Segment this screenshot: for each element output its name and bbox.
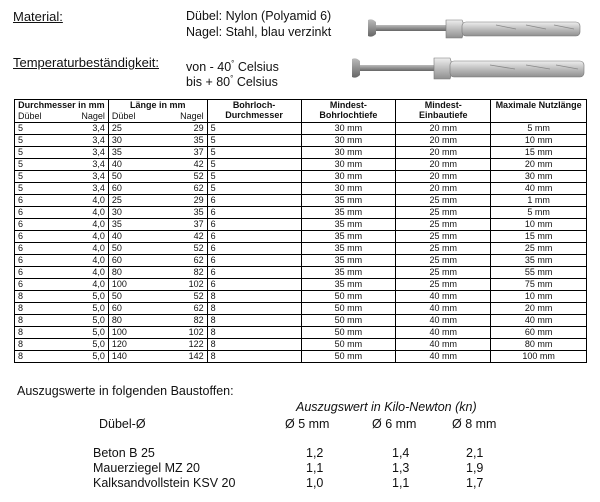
pullout-heading: Auszugswert in Kilo-Newton (kn) [296,400,477,414]
table-cell: 35 mm [301,231,396,243]
table-cell: 20 mm [491,159,587,171]
table-cell: 8 [207,351,301,363]
table-cell: 6 [207,243,301,255]
table-row [15,159,587,171]
table-cell: 35 mm [301,255,396,267]
table-cell: 35 mm [491,255,587,267]
pullout-column-label: Dübel-Ø [99,417,146,431]
table-cell: 6 [207,219,301,231]
table-cell: 25 [108,123,156,135]
table-cell: 5,0 [61,351,108,363]
table-cell: 30 mm [301,159,396,171]
table-cell: 29 [156,195,207,207]
table-cell: 5 [15,123,62,135]
table-cell: 40 [108,159,156,171]
header-durchmesser: Durchmesser in mm [15,100,109,112]
pullout-value: 2,1 [466,446,484,460]
header-laenge: Länge in mm [108,100,207,112]
table-cell: 8 [207,315,301,327]
table-cell: 35 mm [301,207,396,219]
table-cell: 15 mm [491,231,587,243]
table-cell: 8 [15,339,62,351]
table-cell: 3,4 [61,147,108,159]
table-cell: 8 [15,291,62,303]
table-cell: 80 mm [491,339,587,351]
table-cell: 5 [207,171,301,183]
table-cell: 35 mm [301,243,396,255]
table-cell: 20 mm [396,147,491,159]
table-cell: 8 [15,315,62,327]
table-cell: 25 mm [396,243,491,255]
table-cell: 102 [156,279,207,291]
table-cell: 42 [156,231,207,243]
pullout-value: 1,3 [392,461,410,475]
table-row [15,303,587,315]
table-cell: 6 [15,195,62,207]
table-cell: 5 [15,159,62,171]
pullout-value: 1,0 [306,476,324,490]
temperature-label: Temperaturbeständigkeit: [13,55,159,70]
table-cell: 40 mm [396,291,491,303]
table-cell: 20 mm [396,171,491,183]
table-cell: 10 mm [491,291,587,303]
table-cell: 30 mm [491,171,587,183]
table-cell: 60 [108,183,156,195]
table-cell: 3,4 [61,159,108,171]
table-cell: 40 mm [396,315,491,327]
table-cell: 20 mm [396,159,491,171]
table-cell: 5 [15,147,62,159]
table-cell: 6 [15,207,62,219]
header-bohrloch: Bohrloch- Durchmesser [207,100,301,123]
table-cell: 82 [156,267,207,279]
table-cell: 5 [207,159,301,171]
table-row [15,183,587,195]
table-cell: 62 [156,303,207,315]
table-cell: 35 [108,147,156,159]
pullout-section-title: Auszugswerte in folgenden Baustoffen: [17,384,234,398]
table-cell: 25 mm [396,219,491,231]
table-cell: 50 mm [301,339,396,351]
table-cell: 35 [156,135,207,147]
table-cell: 140 [108,351,156,363]
table-cell: 5,0 [61,303,108,315]
table-cell: 3,4 [61,183,108,195]
table-cell: 60 [108,255,156,267]
table-cell: 40 mm [396,339,491,351]
table-cell: 35 [108,219,156,231]
table-row [15,195,587,207]
table-cell: 40 mm [396,351,491,363]
table-cell: 8 [207,327,301,339]
table-cell: 30 [108,135,156,147]
table-cell: 25 mm [491,243,587,255]
table-row [15,339,587,351]
table-cell: 30 mm [301,171,396,183]
table-cell: 6 [15,255,62,267]
table-cell: 20 mm [396,135,491,147]
table-cell: 52 [156,171,207,183]
table-cell: 30 mm [301,123,396,135]
table-cell: 5 [15,183,62,195]
pullout-value: 1,7 [466,476,484,490]
table-cell: 6 [207,279,301,291]
subheader-duebel: Dübel [15,111,62,123]
table-row [15,171,587,183]
table-cell: 8 [207,339,301,351]
table-cell: 5,0 [61,339,108,351]
table-cell: 80 [108,315,156,327]
table-cell: 50 mm [301,351,396,363]
subheader-nagel: Nagel [61,111,108,123]
table-row [15,147,587,159]
material-line-1: Dübel: Nylon (Polyamid 6) [186,9,332,23]
table-cell: 40 mm [491,315,587,327]
table-cell: 40 mm [491,183,587,195]
pullout-value: 1,9 [466,461,484,475]
table-cell: 50 mm [301,291,396,303]
table-cell: 8 [207,303,301,315]
subheader-nagel-laenge: Nagel [156,111,207,123]
table-cell: 25 mm [396,255,491,267]
table-cell: 5 [207,123,301,135]
table-row [15,243,587,255]
table-cell: 50 [108,243,156,255]
table-row [15,315,587,327]
table-cell: 8 [15,327,62,339]
pullout-value: 1,4 [392,446,410,460]
pullout-size-6: Ø 6 mm [372,417,417,431]
table-cell: 20 mm [396,123,491,135]
header-mindest-einbautiefe: Mindest- Einbautiefe [396,100,491,123]
table-cell: 122 [156,339,207,351]
table-cell: 5 mm [491,123,587,135]
table-cell: 5,0 [61,315,108,327]
table-cell: 3,4 [61,123,108,135]
table-cell: 50 [108,291,156,303]
table-cell: 50 mm [301,303,396,315]
table-cell: 6 [207,231,301,243]
table-cell: 5 [15,171,62,183]
table-row [15,135,587,147]
table-cell: 5 [207,183,301,195]
table-cell: 40 [108,231,156,243]
table-cell: 4,0 [61,267,108,279]
table-cell: 1 mm [491,195,587,207]
table-cell: 8 [15,303,62,315]
table-cell: 6 [15,279,62,291]
table-cell: 6 [15,219,62,231]
dowel-illustration-1 [366,14,586,48]
table-cell: 4,0 [61,207,108,219]
table-cell: 30 [108,207,156,219]
table-cell: 4,0 [61,243,108,255]
table-cell: 35 mm [301,279,396,291]
table-cell: 100 [108,279,156,291]
table-cell: 5 [207,135,301,147]
table-cell: 6 [15,267,62,279]
table-cell: 5,0 [61,291,108,303]
table-cell: 60 mm [491,327,587,339]
table-cell: 4,0 [61,279,108,291]
table-cell: 6 [207,195,301,207]
table-cell: 15 mm [491,147,587,159]
table-cell: 35 mm [301,267,396,279]
table-cell: 5 [207,147,301,159]
table-cell: 10 mm [491,219,587,231]
table-cell: 25 mm [396,195,491,207]
table-row [15,255,587,267]
table-cell: 50 mm [301,315,396,327]
table-cell: 50 [108,171,156,183]
table-cell: 40 mm [396,327,491,339]
table-cell: 25 mm [396,207,491,219]
table-cell: 5,0 [61,327,108,339]
table-cell: 35 [156,207,207,219]
table-row [15,351,587,363]
table-cell: 60 [108,303,156,315]
table-cell: 30 mm [301,147,396,159]
table-cell: 82 [156,315,207,327]
table-cell: 25 mm [396,231,491,243]
table-cell: 10 mm [491,135,587,147]
table-cell: 6 [15,231,62,243]
table-cell: 75 mm [491,279,587,291]
table-cell: 3,4 [61,171,108,183]
table-cell: 8 [15,351,62,363]
table-cell: 35 mm [301,219,396,231]
table-cell: 6 [207,267,301,279]
table-row [15,279,587,291]
table-cell: 6 [15,243,62,255]
table-cell: 8 [207,291,301,303]
pullout-value: 1,1 [306,461,324,475]
table-cell: 6 [207,207,301,219]
table-cell: 42 [156,159,207,171]
header-maximale-nutzlaenge: Maximale Nutzlänge [491,100,587,123]
table-cell: 100 [108,327,156,339]
pullout-value: 1,1 [392,476,410,490]
table-cell: 4,0 [61,195,108,207]
subheader-duebel-laenge: Dübel [111,111,136,121]
material-line-2: Nagel: Stahl, blau verzinkt [186,25,332,39]
table-cell: 30 mm [301,183,396,195]
dowel-illustration-2 [350,53,590,87]
table-row [15,123,587,135]
table-cell: 35 mm [301,195,396,207]
table-cell: 25 mm [396,267,491,279]
pullout-size-8: Ø 8 mm [452,417,497,431]
table-cell: 20 mm [396,183,491,195]
table-cell: 4,0 [61,231,108,243]
table-cell: 37 [156,147,207,159]
table-cell: 5 mm [491,207,587,219]
table-cell: 100 mm [491,351,587,363]
table-cell: 3,4 [61,135,108,147]
table-cell: 20 mm [491,303,587,315]
table-cell: 102 [156,327,207,339]
table-row [15,291,587,303]
table-cell: 52 [156,243,207,255]
table-cell: 40 mm [396,303,491,315]
pullout-value: 1,2 [306,446,324,460]
pullout-material-1: Mauerziegel MZ 20 [93,461,200,475]
table-row [15,267,587,279]
table-cell: 6 [207,255,301,267]
table-cell: 62 [156,183,207,195]
table-cell: 120 [108,339,156,351]
table-cell: 25 [108,195,156,207]
table-cell: 5 [15,135,62,147]
table-cell: 29 [156,123,207,135]
table-cell: 37 [156,219,207,231]
specification-table [14,99,587,363]
pullout-material-2: Kalksandvollstein KSV 20 [93,476,236,490]
table-cell: 62 [156,255,207,267]
material-label: Material: [13,9,63,24]
temperature-line-1: von - 40° Celsius [186,59,279,75]
table-cell: 4,0 [61,255,108,267]
table-row [15,327,587,339]
header-mindest-bohrlochtiefe: Mindest- Bohrlochtiefe [301,100,396,123]
temperature-line-2: bis + 80° Celsius [186,74,278,90]
table-cell: 80 [108,267,156,279]
table-cell: 4,0 [61,219,108,231]
table-cell: 50 mm [301,327,396,339]
pullout-size-5: Ø 5 mm [285,417,330,431]
table-cell: 30 mm [301,135,396,147]
table-cell: 25 mm [396,279,491,291]
pullout-material-0: Beton B 25 [93,446,155,460]
table-row [15,219,587,231]
table-row [15,231,587,243]
table-cell: 52 [156,291,207,303]
table-row [15,207,587,219]
table-cell: 55 mm [491,267,587,279]
table-cell: 142 [156,351,207,363]
